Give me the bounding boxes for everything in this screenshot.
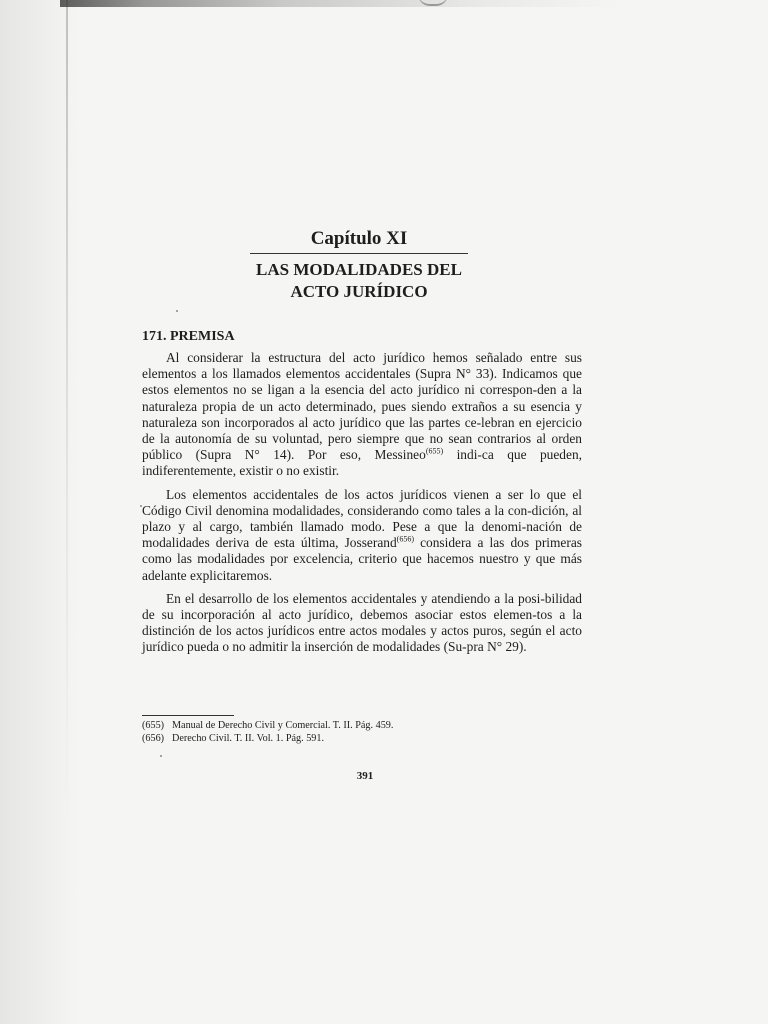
chapter-label: Capítulo XI: [310, 228, 408, 249]
footnote: [142, 733, 582, 746]
footnote-number: (656): [142, 732, 165, 744]
footnote-reference: (656): [396, 534, 414, 544]
footnote: [142, 720, 582, 733]
footnote-text: Manual de Derecho Civil y Comercial. T. II. Pág. 459.: [172, 720, 394, 731]
paragraph: [142, 487, 582, 584]
section-heading: 171. PREMISA: [142, 329, 235, 344]
body-text: [142, 350, 582, 663]
footnote-text: Derecho Civil. T. II. Vol. 1. Pág. 591.: [172, 732, 325, 744]
scan-binding-edge: [66, 0, 68, 830]
chapter-title-line-2: ACTO JURÍDICO: [290, 282, 428, 301]
paragraph-text: Los elementos accidentales de los actos jurídicos vienen a ser lo que el Código Civil denomina modalidades, considerando como tales a la con-dición, al plazo y al cargo, también llamado modo. Pese a que la denomi-nación de modalidades deriva de esta última, Josserand: [142, 486, 582, 551]
scan-shadow-top: [60, 0, 620, 7]
chapter-title-line-1: LAS MODALIDADES DEL: [256, 260, 462, 279]
chapter-divider: [250, 253, 468, 254]
chapter-title: [230, 259, 488, 303]
footnote-reference: (655): [425, 446, 444, 456]
paragraph: En el desarrollo de los elementos accidentales y atendiendo a la posi-bilidad de su incorporación al acto jurídico, debemos asociar estos elemen-tos a la distinción de los actos jurídicos entre actos modales y actos puros, según el acto jurídico pueda o no admitir la inserción de modalidades (Su-pra N° 29).: [142, 590, 582, 655]
scan-speck: [176, 310, 178, 312]
page-number: 391: [356, 770, 374, 782]
footnotes: [142, 720, 582, 745]
footnote-divider: [142, 715, 234, 716]
paragraph-text: indi-ca que pueden, indiferentemente, existir o no existir.: [142, 447, 582, 479]
paragraph: [142, 350, 582, 480]
scan-speck: [160, 755, 162, 757]
paragraph-text: considera a las dos primeras como las modalidades por excelencia, criterio que hacemos nuestro y que más adelante explicitaremos.: [142, 535, 582, 583]
footnote-number: (655): [142, 720, 165, 731]
paragraph-text: Al considerar la estructura del acto jurídico hemos señalado entre sus elementos a los llamados elementos accidentales (Supra N° 33). Indicamos que estos elementos no se ligan a la esencia del acto jurídico ni correspon-den a la naturaleza propia de un acto determinado, pues siendo extraños a su esencia y naturaleza son incorporados al acto jurídico que las partes ce-lebran en ejercicio de la autonomía de su voluntad, pero siempre que no sean contrarios al orden público (Supra N° 14). Por eso, Messineo: [142, 350, 582, 463]
